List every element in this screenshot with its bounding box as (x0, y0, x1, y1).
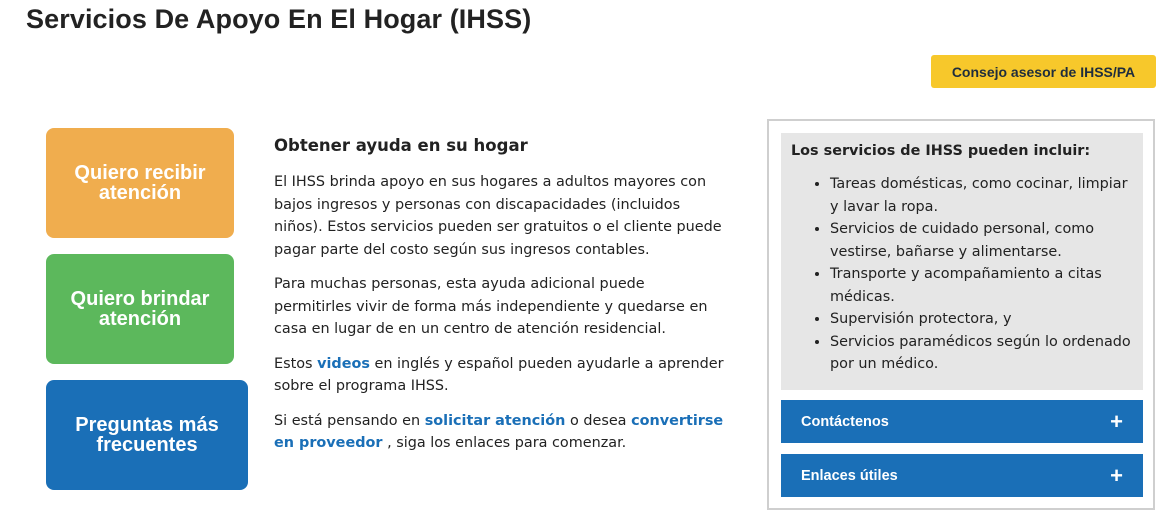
intro-paragraph: El IHSS brinda apoyo en sus hogares a adultos mayores con bajos ingresos y personas con discapacidades (incluidos niños). Estos servicios pueden ser gratuitos o el cliente puede pagar parte del costo según sus ingresos contables. (274, 174, 722, 258)
page-title: Servicios De Apoyo En El Hogar (IHSS) (26, 4, 532, 34)
receive-care-tile[interactable]: Quiero recibir atención (46, 128, 234, 238)
plus-icon[interactable]: + (1110, 408, 1123, 434)
videos-paragraph (274, 353, 724, 398)
useful-links-accordion[interactable] (781, 454, 1143, 497)
become-provider-link[interactable]: convertirse en proveedor (274, 412, 724, 451)
useful-links-accordion-label: Enlaces útiles (801, 467, 898, 484)
service-item: • Servicios paramédicos según lo ordenado por un médico. (830, 331, 1133, 376)
sidebar (767, 119, 1155, 510)
videos-text-before: Estos (274, 355, 318, 372)
plus-icon[interactable]: + (1110, 462, 1123, 488)
videos-text-after: en inglés y español pueden ayudarle a aprender sobre el programa IHSS. (274, 355, 724, 394)
service-item: • Supervisión protectora, y (830, 308, 1133, 331)
advisory-council-button[interactable]: Consejo asesor de IHSS/PA (931, 55, 1156, 88)
getting-started-text-after: , siga los enlaces para comenzar. (382, 435, 627, 451)
independence-paragraph: Para muchas personas, esta ayuda adicional puede permitirles vivir de forma más independiente y quedarse en casa en lugar de en un centro de atención residencial. (274, 276, 708, 337)
services-list (791, 173, 1133, 376)
contact-accordion-label: Contáctenos (801, 413, 889, 430)
provide-care-tile[interactable]: Quiero brindar atención (46, 254, 234, 364)
services-box (781, 133, 1143, 390)
faq-tile[interactable]: Preguntas más frecuentes (46, 380, 248, 490)
service-item: • Tareas domésticas, como cocinar, limpiar y lavar la ropa. (830, 173, 1133, 218)
service-item: • Transporte y acompañamiento a citas médicas. (830, 263, 1133, 308)
services-heading: Los servicios de IHSS pueden incluir: (791, 143, 1091, 159)
service-item: • Servicios de cuidado personal, como vestirse, bañarse y alimentarse. (830, 218, 1133, 263)
apply-care-link[interactable]: solicitar atención (424, 412, 566, 429)
contact-accordion[interactable] (781, 400, 1143, 443)
section-heading: Obtener ayuda en su hogar (274, 136, 528, 155)
main-content (274, 136, 724, 467)
getting-started-paragraph (274, 410, 724, 455)
getting-started-text-before: Si está pensando en (274, 412, 425, 429)
getting-started-text-middle: o desea (565, 412, 632, 429)
videos-link[interactable]: videos (317, 355, 370, 372)
